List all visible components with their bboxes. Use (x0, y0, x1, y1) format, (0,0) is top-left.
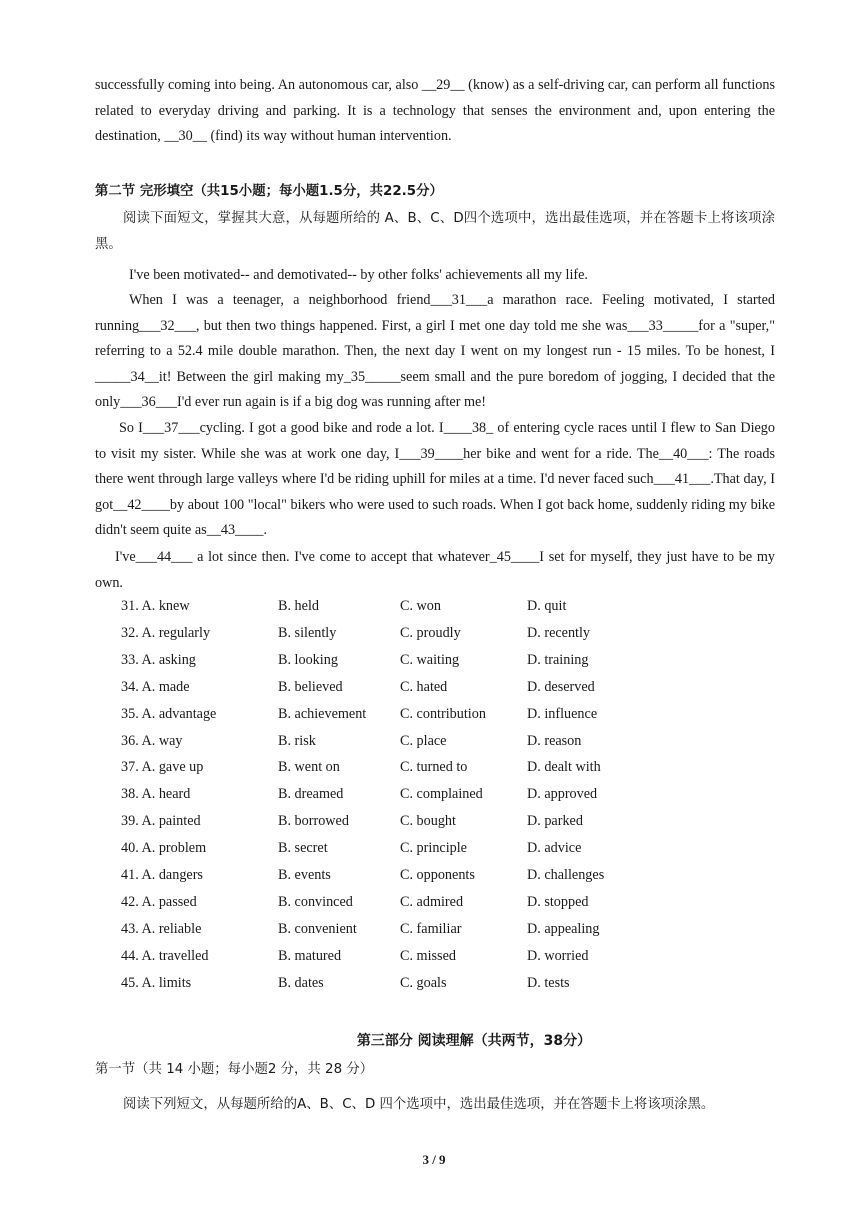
section2-instruction: 阅读下面短文，掌握其大意，从每题所给的 A、B、C、D四个选项中，选出最佳选项，并在答题卡上将该项涂黑。 (95, 211, 775, 252)
option-d: D. stopped (527, 893, 589, 910)
option-a: 39. A. painted (121, 813, 201, 830)
part3-heading: 第三部分 阅读理解（共两节，38分） (356, 1033, 592, 1049)
option-row (0, 894, 868, 920)
option-d: D. deserved (527, 678, 595, 695)
option-b: B. believed (278, 678, 343, 695)
option-row (0, 813, 868, 839)
option-c: C. turned to (400, 759, 468, 776)
option-c: C. contribution (400, 705, 486, 722)
option-b: B. convenient (278, 920, 357, 937)
option-c: C. proudly (400, 624, 461, 641)
option-d: D. dealt with (527, 759, 601, 776)
option-d: D. reason (527, 732, 582, 749)
option-d: D. worried (527, 947, 589, 964)
option-b: B. secret (278, 840, 328, 857)
option-c: C. principle (400, 840, 467, 857)
option-row (0, 840, 868, 866)
option-row (0, 786, 868, 812)
option-row (0, 975, 868, 1001)
option-b: B. convinced (278, 893, 353, 910)
option-c: C. missed (400, 947, 456, 964)
option-row (0, 706, 868, 732)
option-a: 36. A. way (121, 732, 183, 749)
option-b: B. achievement (278, 705, 367, 722)
option-row (0, 948, 868, 974)
option-c: C. familiar (400, 920, 462, 937)
option-b: B. held (278, 598, 319, 614)
option-d: D. parked (527, 813, 583, 830)
option-a: 35. A. advantage (121, 705, 217, 722)
option-row (0, 652, 868, 678)
option-c: C. won (400, 598, 441, 614)
option-row (0, 759, 868, 785)
option-a: 45. A. limits (121, 974, 192, 991)
passage-paragraph-2: When I was a teenager, a neighborhood friend___31___a marathon race. Feeling motivated, I started running___32___, but then two things happened. First, a girl I met one day told me she was___33_____for a "super," referring to a 52.4 mile double marathon. Then, the next day I went on my longest run - 15 miles. To be honest, I _____34__it! Between the girl making my_35_____seem small and the pure boredom of jogging, I decided that the only___36___I'd ever run again is if a big dog was running after me! (95, 292, 775, 411)
passage-paragraph-1: I've been motivated-- and demotivated-- by other folks' achievements all my life. (129, 267, 588, 283)
option-a: 40. A. problem (121, 840, 207, 857)
option-d: D. approved (527, 786, 598, 803)
option-a: 42. A. passed (121, 893, 197, 910)
option-a: 44. A. travelled (121, 947, 209, 964)
option-row (0, 733, 868, 759)
option-c: C. complained (400, 786, 483, 803)
intro-paragraph: successfully coming into being. An autonomous car, also __29__ (know) as a self-driving car, can perform all functions related to everyday driving and parking. It is a technology that senses the environment and, upon entering the destination, __30__ (find) its way without human intervention. (95, 77, 775, 145)
option-row (0, 679, 868, 705)
option-c: C. goals (400, 974, 447, 991)
part3-instruction: 阅读下列短文，从每题所给的A、B、C、D 四个选项中，选出最佳选项，并在答题卡上将该项涂黑。 (123, 1097, 715, 1112)
option-c: C. admired (400, 893, 464, 910)
option-a: 38. A. heard (121, 786, 191, 803)
option-c: C. place (400, 732, 447, 749)
option-row (0, 598, 868, 624)
option-b: B. silently (278, 624, 337, 641)
option-d: D. influence (527, 705, 598, 722)
passage-paragraph-3: So I___37___cycling. I got a good bike and rode a lot. I____38_ of entering cycle races until I flew to San Diego to visit my sister. While she was at work one day, I___39____her bike and went for a ride. The__40___: The roads there went through large valleys where I'd be riding uphill for miles at a time. I'd never faced such___41___.That day, I got__42____by about 100 "local" bikers who were used to such roads. When I got back home, suddenly riding my bike didn't seem quite as__43____. (95, 420, 775, 539)
passage-paragraph-4: I've___44___ a lot since then. I've come to accept that whatever_45____I set for myself, they just have to be my own. (95, 549, 775, 591)
option-c: C. bought (400, 813, 456, 830)
option-b: B. events (278, 867, 331, 883)
option-b: B. went on (278, 759, 340, 776)
option-row (0, 921, 868, 947)
option-d: D. tests (527, 974, 570, 991)
option-b: B. dates (278, 974, 324, 991)
option-b: B. risk (278, 732, 316, 749)
section2-heading: 第二节 完形填空（共15小题；每小题1.5分，共22.5分） (95, 184, 443, 199)
option-c: C. opponents (400, 867, 475, 883)
option-a: 34. A. made (121, 678, 190, 695)
option-d: D. recently (527, 624, 591, 641)
option-a: 43. A. reliable (121, 920, 202, 937)
option-a: 33. A. asking (121, 651, 196, 668)
page-number: 3 / 9 (422, 1152, 446, 1167)
option-b: B. looking (278, 651, 338, 668)
option-a: 32. A. regularly (121, 624, 211, 641)
option-d: D. advice (527, 840, 582, 857)
option-c: C. hated (400, 678, 448, 695)
option-a: 41. A. dangers (121, 867, 203, 883)
option-c: C. waiting (400, 651, 460, 668)
option-d: D. challenges (527, 867, 605, 883)
option-d: D. appealing (527, 920, 600, 937)
option-b: B. dreamed (278, 786, 344, 803)
option-a: 31. A. knew (121, 598, 190, 614)
option-b: B. matured (278, 947, 342, 964)
part3-section1-heading: 第一节（共 14 小题；每小题2 分，共 28 分） (95, 1062, 374, 1077)
option-a: 37. A. gave up (121, 759, 204, 776)
option-d: D. training (527, 651, 589, 668)
option-d: D. quit (527, 598, 567, 614)
option-row (0, 867, 868, 893)
option-row (0, 625, 868, 651)
option-b: B. borrowed (278, 813, 349, 830)
